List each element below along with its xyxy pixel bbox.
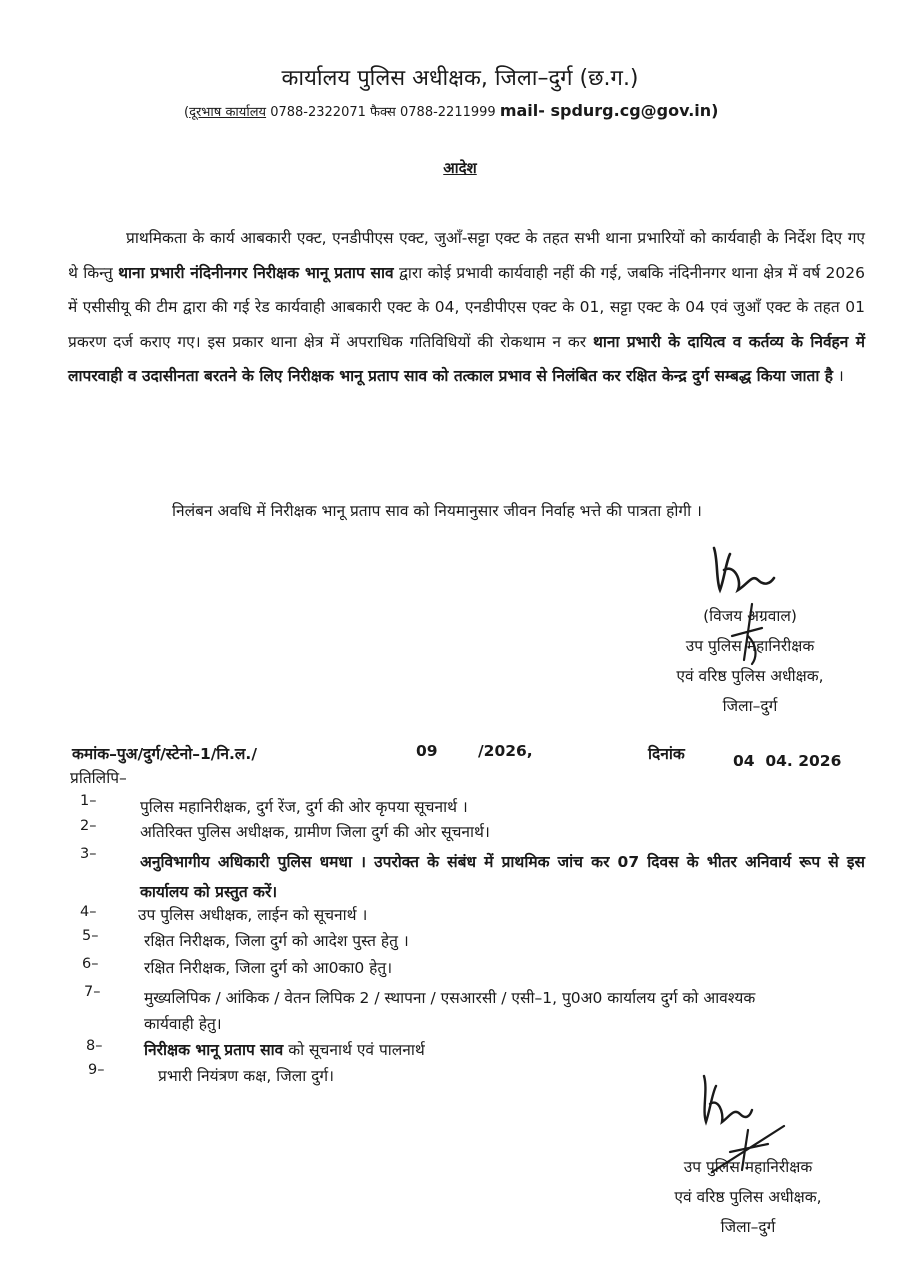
order-heading: आदेश	[443, 159, 477, 177]
order-paragraph-2: निलंबन अवधि में निरीक्षक भानू प्रताप साव को नियमानुसार जीवन निर्वाह भत्ते की पात्रता होगी ।	[172, 502, 702, 520]
copy-item-text	[144, 1038, 425, 1060]
copy-to-label: प्रतिलिपि–	[70, 769, 127, 787]
copy-item-text: अतिरिक्त पुलिस अधीक्षक, ग्रामीण जिला दुर्ग की ओर सूचनार्थ।	[140, 823, 490, 841]
copy-item-number: 3–	[80, 846, 97, 862]
copy-item-plain-text: को सूचनार्थ एवं पालनार्थ	[283, 1041, 425, 1059]
signatory-designation-1: उप पुलिस महानिरीक्षक	[685, 637, 815, 655]
copy-item-text: अनुविभागीय अधिकारी पुलिस धमधा । उपरोक्त के संबंध में प्राथमिक जांच कर 07 दिवस के भीतर अनिवार्य रूप से इस कार्यालय को प्रस्तुत करें।	[140, 853, 865, 901]
office-contact	[184, 101, 718, 120]
reference-date: 04 04. 2026	[733, 752, 842, 770]
copy-item-text: उप पुलिस अधीक्षक, लाईन को सूचनार्थ ।	[138, 906, 368, 924]
copy-item-number: 6–	[82, 956, 99, 972]
signature-block-2	[628, 1152, 868, 1242]
signatory-designation-1: उप पुलिस महानिरीक्षक	[683, 1158, 813, 1176]
paragraph-1-text-b: द्वारा कोई प्रभावी कार्यवाही नहीं की गई, जबकि नंदिनीनगर थाना क्षेत्र में वर्ष 2026 में एसीसीयू की टीम द्वारा की गई रेड कार्यवाही आबकारी एक्ट के 04, एनडीपीएस एक्ट के 01, सट्टा एक्ट के 04 एवं जुआँ एक्ट के तहत 01 प्रकरण दर्ज कराए गए। इस प्रकार थाना क्षेत्र में अपराधिक गतिविधियों की रोकथाम न कर	[68, 263, 866, 351]
paragraph-1-text-a: प्राथमिकता के कार्य आबकारी एक्ट, एनडीपीएस एक्ट, जुआँ-सट्टा एक्ट के तहत सभी थाना प्रभारियों को कार्यवाही के निर्देश दिए गए थे किन्तु	[68, 229, 865, 282]
reference-number-prefix: कमांक–पुअ/दुर्ग/स्टेनो–1/नि.ल./	[72, 745, 257, 763]
contact-phone: 0788-2322071	[270, 105, 366, 120]
copy-item-text: प्रभारी नियंत्रण कक्ष, जिला दुर्ग।	[158, 1067, 334, 1085]
copy-item-text: रक्षित निरीक्षक, जिला दुर्ग को आ0का0 हेतु।	[144, 959, 393, 977]
contact-open: (	[184, 105, 190, 120]
contact-fax: 0788-2211999	[400, 105, 496, 120]
copy-item-number: 1–	[80, 793, 97, 809]
contact-label: दूरभाष कार्यालय	[189, 105, 267, 120]
signatory-designation-2: एवं वरिष्ठ पुलिस अधीक्षक,	[674, 1188, 822, 1206]
copy-item-bold-text: निरीक्षक भानू प्रताप साव	[144, 1041, 284, 1059]
reference-year: /2026,	[478, 742, 533, 760]
copy-item-number: 9–	[88, 1062, 105, 1078]
signatory-designation-2: एवं वरिष्ठ पुलिस अधीक्षक,	[676, 667, 824, 685]
office-title: कार्यालय पुलिस अधीक्षक, जिला–दुर्ग (छ.ग.)	[281, 66, 639, 91]
signature-scribble-1	[708, 540, 778, 602]
copy-item-text: पुलिस महानिरीक्षक, दुर्ग रेंज, दुर्ग की ओर कृपया सूचनार्थ ।	[140, 798, 468, 816]
copy-item-number: 2–	[80, 818, 97, 834]
paragraph-1-text-c: ।	[833, 367, 844, 385]
paragraph-1-bold-b: थाना प्रभारी के दायित्व व कर्तव्य के निर्वहन में लापरवाही व उदासीनता बरतने के लिए निरीक्षक भानू प्रताप साव को तत्काल प्रभाव से निलंबित कर रक्षित केन्द्र दुर्ग सम्बद्ध किया जाता है	[68, 332, 865, 385]
contact-fax-label: फैक्स	[370, 105, 396, 120]
reference-date-label: दिनांक	[648, 745, 685, 763]
signature-block-1	[630, 601, 870, 721]
contact-mail: mail- spdurg.cg@gov.in)	[499, 101, 719, 120]
signatory-name: (विजय अग्रवाल)	[703, 607, 797, 625]
signatory-district: जिला–दुर्ग	[722, 697, 778, 715]
copy-item-text: मुख्यलिपिक / आंकिक / वेतन लिपिक 2 / स्थापना / एसआरसी / एसी–1, पु0अ0 कार्यालय दुर्ग को आवश्यक कार्यवाही हेतु।	[144, 989, 756, 1033]
signatory-district: जिला–दुर्ग	[720, 1218, 776, 1236]
paragraph-1-bold-a: थाना प्रभारी नंदिनीनगर निरीक्षक भानू प्रताप साव	[118, 263, 394, 282]
copy-item-number: 7–	[84, 984, 101, 1000]
reference-number: 09	[416, 742, 438, 760]
order-paragraph-1	[68, 221, 865, 394]
copy-item-number: 8–	[86, 1038, 103, 1054]
copy-item-number: 4–	[80, 904, 97, 920]
copy-item-number: 5–	[82, 928, 99, 944]
copy-item-text: रक्षित निरीक्षक, जिला दुर्ग को आदेश पुस्त हेतु ।	[144, 932, 409, 950]
